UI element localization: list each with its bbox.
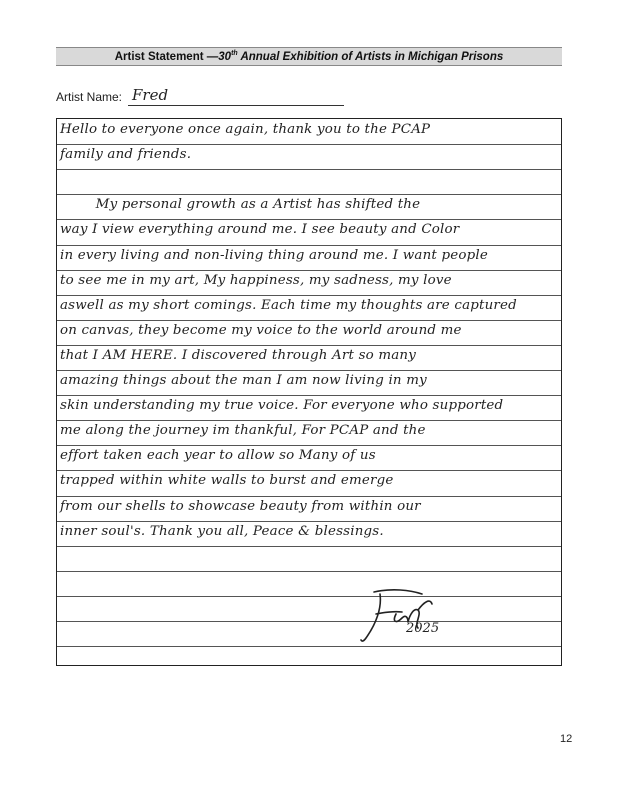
ruled-line xyxy=(57,621,561,622)
ruled-line xyxy=(57,219,561,220)
header-ordinal: th xyxy=(231,50,238,58)
ruled-line xyxy=(57,169,561,170)
ruled-line xyxy=(57,245,561,246)
statement-header xyxy=(56,47,562,66)
statement-line: way I view everything around me. I see beauty and Color xyxy=(60,222,460,238)
signature-year: 2025 xyxy=(406,621,440,636)
statement-line: in every living and non-living thing around me. I want people xyxy=(60,247,488,263)
ruled-line xyxy=(57,194,561,195)
ruled-line xyxy=(57,395,561,396)
header-number: 30 xyxy=(218,50,232,63)
statement-line: that I AM HERE. I discovered through Art so many xyxy=(60,347,417,363)
statement-line: amazing things about the man I am now living in my xyxy=(60,373,427,388)
statement-line: trapped within white walls to burst and emerge xyxy=(60,473,394,489)
ruled-line xyxy=(57,546,561,547)
statement-line: inner soul's. Thank you all, Peace & blessings. xyxy=(60,523,384,539)
ruled-line xyxy=(57,270,561,271)
artist-name-field xyxy=(128,87,344,106)
statement-line: aswell as my short comings. Each time my thoughts are captured xyxy=(60,297,517,313)
page-number: 12 xyxy=(560,733,573,745)
ruled-line xyxy=(57,295,561,296)
ruled-line xyxy=(57,370,561,371)
statement-line: family and friends. xyxy=(60,147,192,163)
artist-name-label: Artist Name: xyxy=(56,90,123,104)
ruled-line xyxy=(57,646,561,647)
ruled-line xyxy=(57,420,561,421)
ruled-line xyxy=(57,470,561,471)
ruled-line xyxy=(57,345,561,346)
ruled-line xyxy=(57,571,561,572)
ruled-line xyxy=(57,596,561,597)
header-title xyxy=(218,50,503,63)
header-prefix: Artist Statement — xyxy=(114,50,219,63)
statement-line: me along the journey im thankful, For PCAP and the xyxy=(60,423,426,439)
ruled-line xyxy=(57,320,561,321)
statement-line xyxy=(60,172,560,194)
statement-line: Hello to everyone once again, thank you to the PCAP xyxy=(60,122,431,137)
header-rest: Annual Exhibition of Artists in Michigan Prisons xyxy=(237,50,504,63)
statement-line: skin understanding my true voice. For everyone who supported xyxy=(60,398,504,414)
ruled-line xyxy=(57,496,561,497)
statement-line: effort taken each year to allow so Many of us xyxy=(60,448,376,464)
statement-line: on canvas, they become my voice to the world around me xyxy=(60,322,462,338)
artist-name-value: Fred xyxy=(132,86,169,104)
statement-line: from our shells to showcase beauty from within our xyxy=(60,498,421,514)
ruled-line xyxy=(57,445,561,446)
artist-name-row xyxy=(56,86,356,106)
ruled-line xyxy=(57,144,561,145)
statement-line: to see me in my art, My happiness, my sadness, my love xyxy=(60,272,452,288)
ruled-line xyxy=(57,521,561,522)
statement-line: My personal growth as a Artist has shifted the xyxy=(60,197,421,213)
